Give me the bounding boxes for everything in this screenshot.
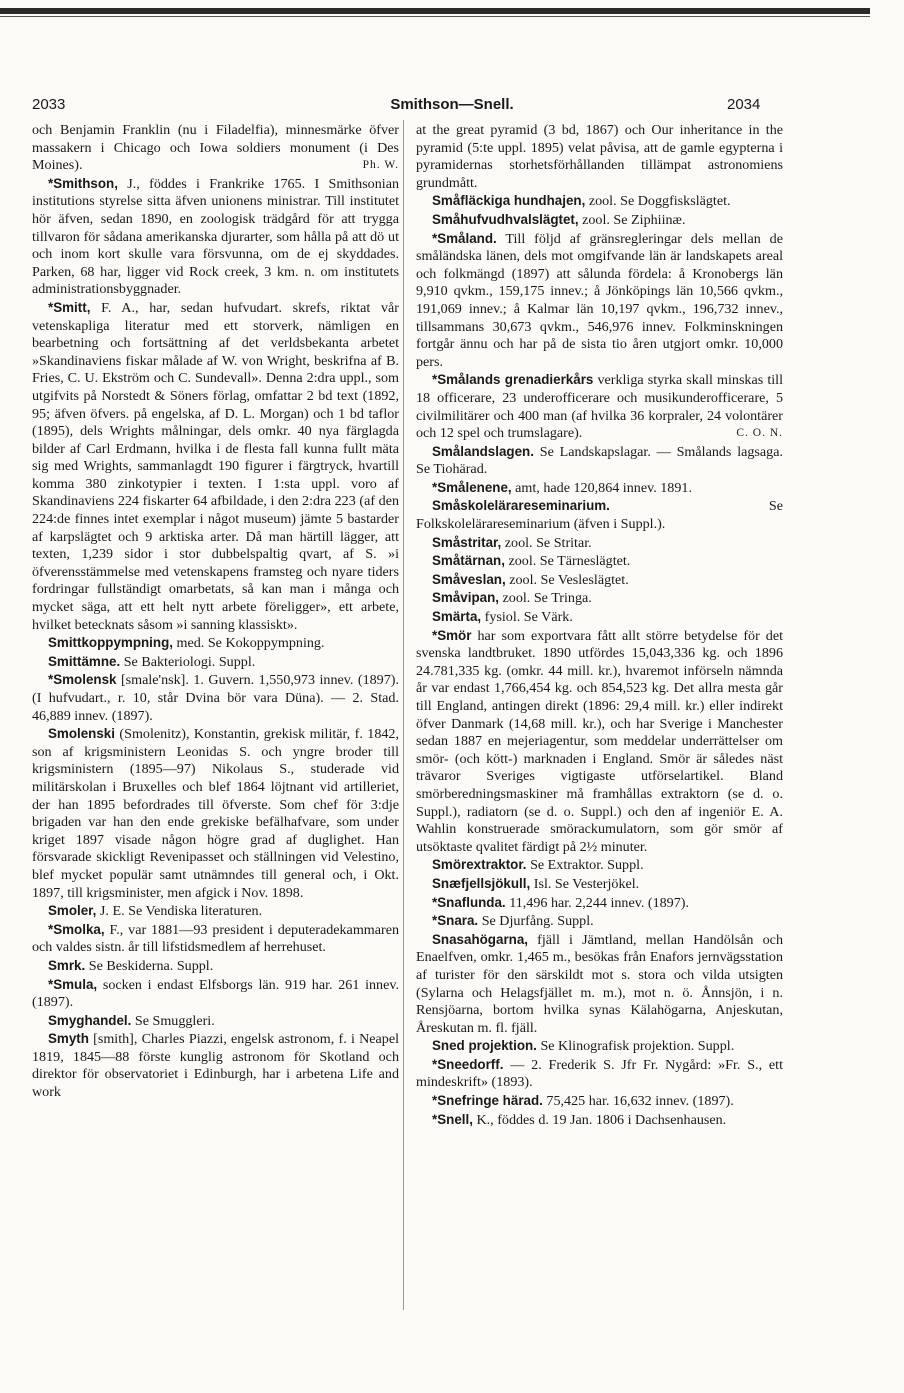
entry-text: Se Folkskolelärareseminarium (äfven i Suppl.).: [416, 498, 783, 533]
page-number-left: 2033: [32, 96, 66, 113]
entry-text: 11,496 har. 2,244 innev. (1897).: [509, 894, 689, 911]
entry-headword: Sned projektion.: [432, 1038, 537, 1054]
dictionary-entry: [32, 976, 399, 1012]
column-divider: [403, 120, 404, 1310]
dictionary-entry: [32, 902, 399, 921]
entry-text: at the great pyramid (3 bd, 1867) och Our inheritance in the pyramid (5:te uppl. 1895) velat påvisa, att de gamle egypterna i pyramidernas storhetsförhållanden tillämpat astronomiens grundmått.: [416, 122, 783, 191]
entry-headword: Snæfjellsjökull,: [432, 875, 531, 891]
entry-headword: *Smithson,: [48, 175, 118, 191]
entry-text: Isl. Se Vesterjökel.: [533, 875, 640, 892]
entry-text: och Benjamin Franklin (nu i Filadelfia), minnesmärke öfver massakern i Chicago och Iowa soldiers monument (i Des Moines).: [32, 122, 399, 174]
entry-text: zool. Se Vesleslägtet.: [509, 571, 629, 588]
entry-headword: *Smula,: [48, 976, 98, 992]
dictionary-entry: [416, 571, 783, 590]
dictionary-entry: [416, 608, 783, 627]
dictionary-entry: [416, 1092, 783, 1111]
entry-text: — 2. Frederik S. Jfr Fr. Nygård: »Fr. S., ett mindeskrift» (1893).: [416, 1056, 783, 1091]
entry-text: zool. Se Doggfiskslägtet.: [588, 193, 731, 210]
entry-text: Se Smuggleri.: [134, 1012, 215, 1029]
dictionary-entry: [32, 299, 399, 634]
entry-headword: Småstritar,: [432, 534, 502, 550]
dictionary-entry: [32, 1012, 399, 1031]
entry-headword: Smoler,: [48, 903, 97, 919]
dictionary-entry: [416, 627, 783, 857]
entry-text: Till följd af gränsregleringar dels mellan de småländska länen, dels mot omgifvande län är landskapets areal och folkmängd (1897) att sålunda fördela: å Kronobergs län 9,910 qvkm., 159,175 innev.; å Jönköpings län 10,566 qvkm., 191,069 innev.; å Kalmar län 10,197 qvkm., 196,732 innev., tillsammans 30,673 qvkm., 546,976 innev. Folkminskningen fortgår ännu och har på de sista tio åren utgjort omkr. 10,000 pers.: [416, 230, 783, 370]
dictionary-entry: [416, 211, 783, 230]
entry-text: Se Klinografisk projektion. Suppl.: [540, 1038, 735, 1055]
entry-headword: *Smålands grenadierkårs: [432, 372, 594, 388]
dictionary-entry: [32, 957, 399, 976]
dictionary-entry: [416, 230, 783, 372]
entry-headword: *Snell,: [432, 1111, 473, 1127]
page-number-right: 2034: [727, 96, 761, 113]
entry-text: [smale'nsk]. 1. Guvern. 1,550,973 innev. (1897). (I hufvudart., r. 10, står Dvina bör vara Düna). — 2. Stad. 46,889 innev. (1897).: [32, 672, 399, 724]
dictionary-entry: [416, 856, 783, 875]
dictionary-entry: [32, 634, 399, 653]
entry-text: Se Djurfång. Suppl.: [481, 913, 594, 930]
dictionary-entry: [416, 931, 783, 1038]
entry-text: zool. Se Tringa.: [502, 590, 592, 607]
entry-headword: Smolenski: [48, 726, 115, 742]
entry-text: [smith], Charles Piazzi, engelsk astronom, f. i Neapel 1819, 1845—88 förste kunglig astronom för Skotland och direktor för observatoriet i Edinburgh, har i arbetena Life and work: [32, 1031, 399, 1101]
entry-headword: Småtärnan,: [432, 553, 505, 569]
entry-text: amt, hade 120,864 innev. 1891.: [515, 479, 692, 496]
entry-headword: Smrk.: [48, 957, 86, 973]
entry-text: J. E. Se Vendiska literaturen.: [99, 903, 263, 920]
running-title: Smithson—Snell.: [390, 96, 514, 113]
entry-text: (Smolenitz), Konstantin, grekisk militär, f. 1842, son af krigsministern Leonidas S. och yngre broder till krigsministern (1895—97) Nikolaus S., studerade vid militärskolan i Bruxelles och blef 1864 löjtnant vid artilleriet, der han 1895 befordrades till öfverste. Som chef för 3:dje brigaden var han den ende grekiske befälhafvare, som under kriget 1897 visade någon högre grad af duglighet. Han försvarade skickligt Revenipasset och ställningen vid Velestino, blef mycket populär samt utnämndes till general och, i Okt. 1897, till krigsminister, men afgick i Nov. 1898.: [32, 726, 399, 901]
entry-text: verkliga styrka skall minskas till 18 officerare, 23 underofficerare och musikunderofficerare, 5 civilmilitärer och 400 man (af hvilka 36 korpraler, 24 volontärer och 12 spel och trumslagare).: [416, 372, 783, 442]
dictionary-entry: [32, 725, 399, 902]
entry-text: J., föddes i Frankrike 1765. I Smithsonian institutions styrelse sitta äfven unionens ministrar. Till institutet hör äfven, sedan 1890, en zoologisk trädgård för att trygga tillvaron för sådana amerikanska djurarter, som hålla på att dö ut och inom kort skulle vara försvunna, om de ej skyddades. Parken, 68 har, ligger vid Rock creek, 3 km. n. om institutets administrationsbyggnader.: [32, 175, 399, 298]
entry-text: fysiol. Se Värk.: [484, 609, 573, 626]
entry-headword: Småveslan,: [432, 571, 506, 587]
dictionary-entry: [416, 894, 783, 913]
dictionary-entry: [32, 921, 399, 957]
entry-headword: Smörextraktor.: [432, 857, 527, 873]
entry-headword: Smyth: [48, 1031, 89, 1047]
entry-text: K., föddes d. 19 Jan. 1806 i Dachsenhausen.: [476, 1111, 727, 1128]
entry-headword: Småskolelärareseminarium.: [432, 498, 610, 514]
entry-text: F. A., har, sedan hufvudart. skrefs, riktat vår vetenskapliga literatur med ett storverk, nämligen en bearbetning och fortsättning af det verldsbekanta arbetet »Skandinaviens fiskar målade af W. von Wright, beskrifna af B. Fries, C. U. Ekström och C. Sundevall». Denna 2:dra uppl., som utgifvits på Norstedt & Söners förlag, omfattar 2 bd text (1892, 95; äfven öfvers. på engelska, af D. L. Morgan) och 1 bd taflor (1895), dels Wrights målningar, dels omkr. 40 nya färglagda bilder af Carl Erdmann, hvilka i de flesta fall kunna fullt mäta sig med Wrights, sammanlagdt 190 figurer i färgtryck, hvartill komma 380 zinkotypier i texten. I 1:sta uppl. voro af Skandinaviens 224 fiskarter 64 afbildade, i den 2:dra 223 (af den 224:de finnes intet exemplar i något museum) jämte 5 bastarder af karpslägtet och 9 arktiska arter. Då man härtill lägger, att texten, 1,239 sidor i stor dubbelspaltig qvart, af S. »i öfverensstämmelse med vetenskapens framsteg och nyare tiders fordringar fullständigt omarbetats, så kan man i många och mycket säga, att ett helt nytt arbete föreligger», ett arbete, hvilket betecknats såsom »i sanning klassiskt».: [32, 299, 399, 633]
dictionary-entry: [32, 671, 399, 725]
entry-headword: Småvipan,: [432, 590, 499, 606]
dictionary-entry: [32, 122, 399, 175]
entry-headword: *Snaflunda.: [432, 894, 506, 910]
author-signature: C. O. N.: [736, 427, 783, 440]
dictionary-entry: [416, 589, 783, 608]
entry-text: F., var 1881—93 president i deputeradekammaren och valdes sistn. år till lifstidsmedlem af herrehuset.: [32, 921, 399, 956]
dictionary-entry: [416, 912, 783, 931]
entry-text: Se Landskapslagar. — Smålands lagsaga. Se Tiohärad.: [416, 443, 783, 478]
dictionary-entry: [416, 1037, 783, 1056]
entry-text: Se Bakteriologi. Suppl.: [123, 653, 256, 670]
right-column: [416, 122, 783, 1129]
dictionary-entry: [416, 479, 783, 498]
top-rule-thin: [0, 16, 870, 17]
entry-text: med. Se Kokoppympning.: [176, 635, 325, 652]
dictionary-entry: [416, 1056, 783, 1092]
entry-headword: Smärta,: [432, 609, 482, 625]
entry-headword: Smittkoppympning,: [48, 635, 173, 651]
entry-text: har som exportvara fått allt större betydelse för det svenska landtbruket. 1890 utfördes 15,043,336 kg. och 1896 24.781,335 kg. (omkr. 44 mill. kr.), hvaremot införseln nämnda år var endast 1,766,454 kg. och 854,523 kg. Det allra mesta går till England, antingen direkt (1896: 29,4 mill. kr.) eller indirekt öfver Danmark (14,68 mill. kr.), och har Sverige i Manchester sedan 1887 en mejeriagentur, som meddelar underrättelser om smör- (och kött-) marknaden i England. Smör är således näst trävaror Sveriges vigtigaste utförselartikel. Bland smörberedningsmaskiner må framhållas extraktorn (se d. o. Suppl.), radiatorn (se d. o. Suppl.) och den af ingeniör E. A. Wahlin konstruerade smörackumulatorn, som gör smör af utsöktaste qvalitet färdigt på 2½ minuter.: [416, 627, 783, 855]
entry-headword: *Småland.: [432, 230, 497, 246]
entry-text: 75,425 har. 16,632 innev. (1897).: [546, 1093, 734, 1110]
dictionary-entry: [416, 371, 783, 442]
dictionary-entry: [32, 1030, 399, 1101]
entry-headword: Smålandslagen.: [432, 443, 534, 459]
entry-headword: Småfläckiga hundhajen,: [432, 193, 586, 209]
entry-headword: Småhufvudhvalslägtet,: [432, 211, 579, 227]
entry-headword: *Sneedorff.: [432, 1056, 504, 1072]
entry-headword: *Smålenene,: [432, 479, 512, 495]
dictionary-entry: [416, 122, 783, 192]
dictionary-entry: [32, 653, 399, 672]
left-column: [32, 122, 399, 1102]
dictionary-entry: [32, 175, 399, 299]
dictionary-entry: [416, 192, 783, 211]
entry-headword: Snasahögarna,: [432, 931, 528, 947]
dictionary-entry: [416, 534, 783, 553]
entry-headword: *Smitt,: [48, 299, 91, 315]
entry-headword: *Snara.: [432, 913, 479, 929]
entry-text: Se Extraktor. Suppl.: [530, 857, 644, 874]
top-rule: [0, 8, 870, 14]
entry-headword: *Snefringe härad.: [432, 1093, 543, 1109]
entry-headword: *Smör: [432, 627, 472, 643]
entry-text: fjäll i Jämtland, mellan Handölsån och Enaelfven, omkr. 1,465 m., besökas från Enafors jernvägsstation af turister för den särskildt mot s. stora och vilda utsigten (Sylarna och Helagsfjället m. m.), mot n. ö. Ånnsjön, i n. Rensjöarna, bortom hvilka synas Kälahögarna, Anjeskutan, Åreskutan m. fl. fjäll.: [416, 931, 783, 1036]
entry-text: zool. Se Tärneslägtet.: [508, 553, 631, 570]
entry-headword: Smittämne.: [48, 653, 121, 669]
entry-text: socken i endast Elfsborgs län. 919 har. 261 innev. (1897).: [32, 976, 399, 1011]
entry-text: zool. Se Stritar.: [504, 534, 592, 551]
dictionary-entry: [416, 443, 783, 479]
entry-text: Se Beskiderna. Suppl.: [88, 957, 214, 974]
entry-headword: *Smolensk: [48, 672, 117, 688]
dictionary-entry: [416, 875, 783, 894]
entry-headword: *Smolka,: [48, 921, 105, 937]
dictionary-entry: [416, 1111, 783, 1130]
dictionary-entry: [416, 552, 783, 571]
author-signature: Ph. W.: [362, 159, 399, 172]
entry-headword: Smyghandel.: [48, 1012, 132, 1028]
entry-text: zool. Se Ziphiinæ.: [582, 211, 686, 228]
dictionary-entry: [416, 497, 783, 533]
